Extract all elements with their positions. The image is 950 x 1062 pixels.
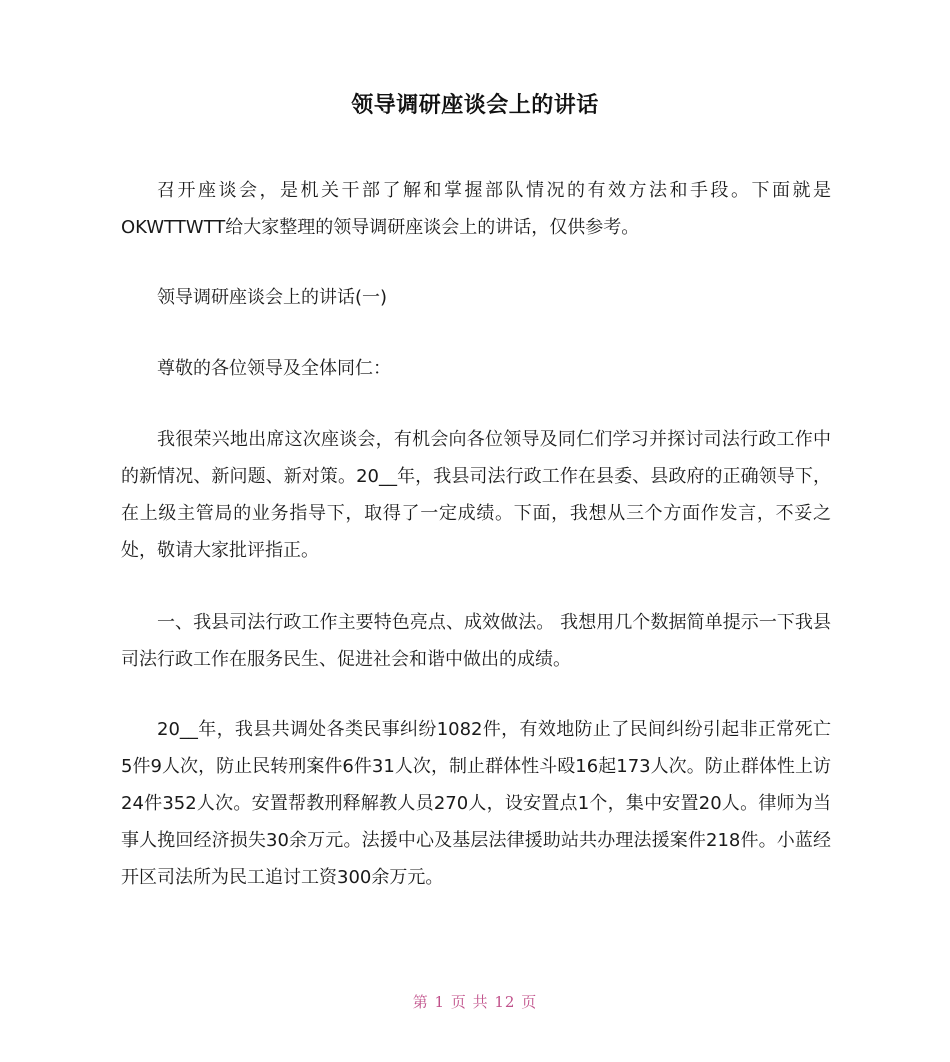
section-heading: 领导调研座谈会上的讲话(一)	[157, 287, 388, 308]
body-paragraph-statistics: 20__年，我县共调处各类民事纠纷1082件，有效地防止了民间纠纷引起非正常死亡5件9人次，防止民转刑案件6件31人次，制止群体性斗殴16起173人次。防止群体性上访24件352人次。安置帮教刑释解教人员270人，设安置点1个，集中安置20人。律师为当事人挽回经济损失30余万元。法援中心及基层法律援助站共办理法援案件218件。小蓝经开区司法所为民工追讨工资300余万元。	[121, 719, 831, 888]
document-title: 领导调研座谈会上的讲话	[351, 93, 599, 118]
salutation: 尊敬的各位领导及全体同仁：	[157, 358, 391, 379]
body-paragraph-section-one: 一、我县司法行政工作主要特色亮点、成效做法。 我想用几个数据简单提示一下我县司法行政工作在服务民生、促进社会和谐中做出的成绩。	[121, 612, 831, 670]
page-number-footer: 第 1 页 共 12 页	[412, 993, 538, 1011]
intro-paragraph: 召开座谈会，是机关干部了解和掌握部队情况的有效方法和手段。下面就是OKWTTWTT给大家整理的领导调研座谈会上的讲话，仅供参考。	[121, 180, 831, 238]
body-paragraph-opening: 我很荣兴地出席这次座谈会，有机会向各位领导及同仁们学习并探讨司法行政工作中的新情况、新问题、新对策。20__年，我县司法行政工作在县委、县政府的正确领导下，在上级主管局的业务指导下，取得了一定成绩。下面，我想从三个方面作发言，不妥之处，敬请大家批评指正。	[121, 429, 831, 561]
